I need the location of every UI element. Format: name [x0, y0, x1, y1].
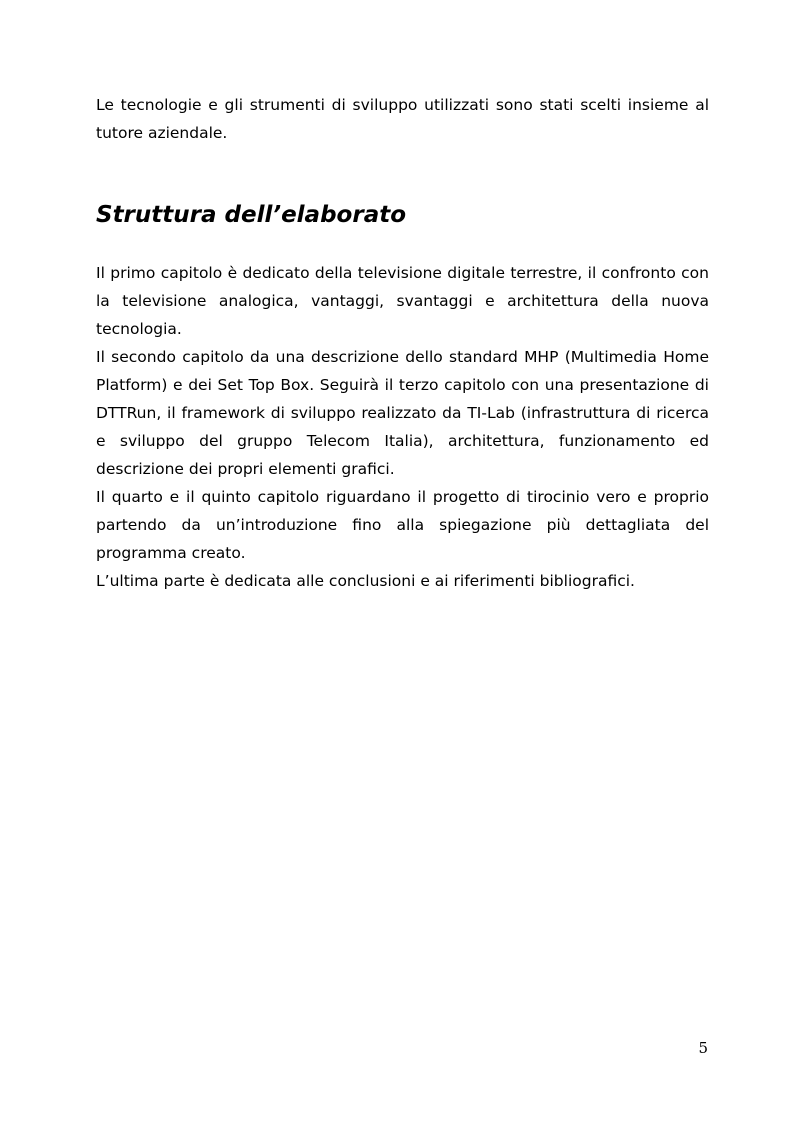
page-number: 5	[698, 1039, 708, 1057]
section-title: Struttura dell’elaborato	[96, 202, 407, 228]
paragraph-chapters-two-three: Il secondo capitolo da una descrizione dello standard MHP (Multimedia Home Platform) e dei Set Top Box. Seguirà il terzo capitolo con una presentazione di DTTRun, il framework di sviluppo realizzato da TI-Lab (infrastruttura di ricerca e sviluppo del gruppo Telecom Italia), architettura, funzionamento ed descrizione dei propri elementi grafici.	[96, 348, 709, 478]
paragraph-chapter-one: Il primo capitolo è dedicato della televisione digitale terrestre, il confronto con la televisione analogica, vantaggi, svantaggi e architettura della nuova tecnologia.	[96, 264, 709, 338]
paragraph-final-part: L’ultima parte è dedicata alle conclusioni e ai riferimenti bibliografici.	[96, 572, 635, 590]
intro-paragraph: Le tecnologie e gli strumenti di sviluppo utilizzati sono stati scelti insieme al tutore aziendale.	[96, 96, 709, 142]
page-content	[96, 91, 709, 595]
paragraph-chapters-four-five: Il quarto e il quinto capitolo riguardano il progetto di tirocinio vero e proprio partendo da un’introduzione fino alla spiegazione più dettagliata del programma creato.	[96, 488, 709, 562]
